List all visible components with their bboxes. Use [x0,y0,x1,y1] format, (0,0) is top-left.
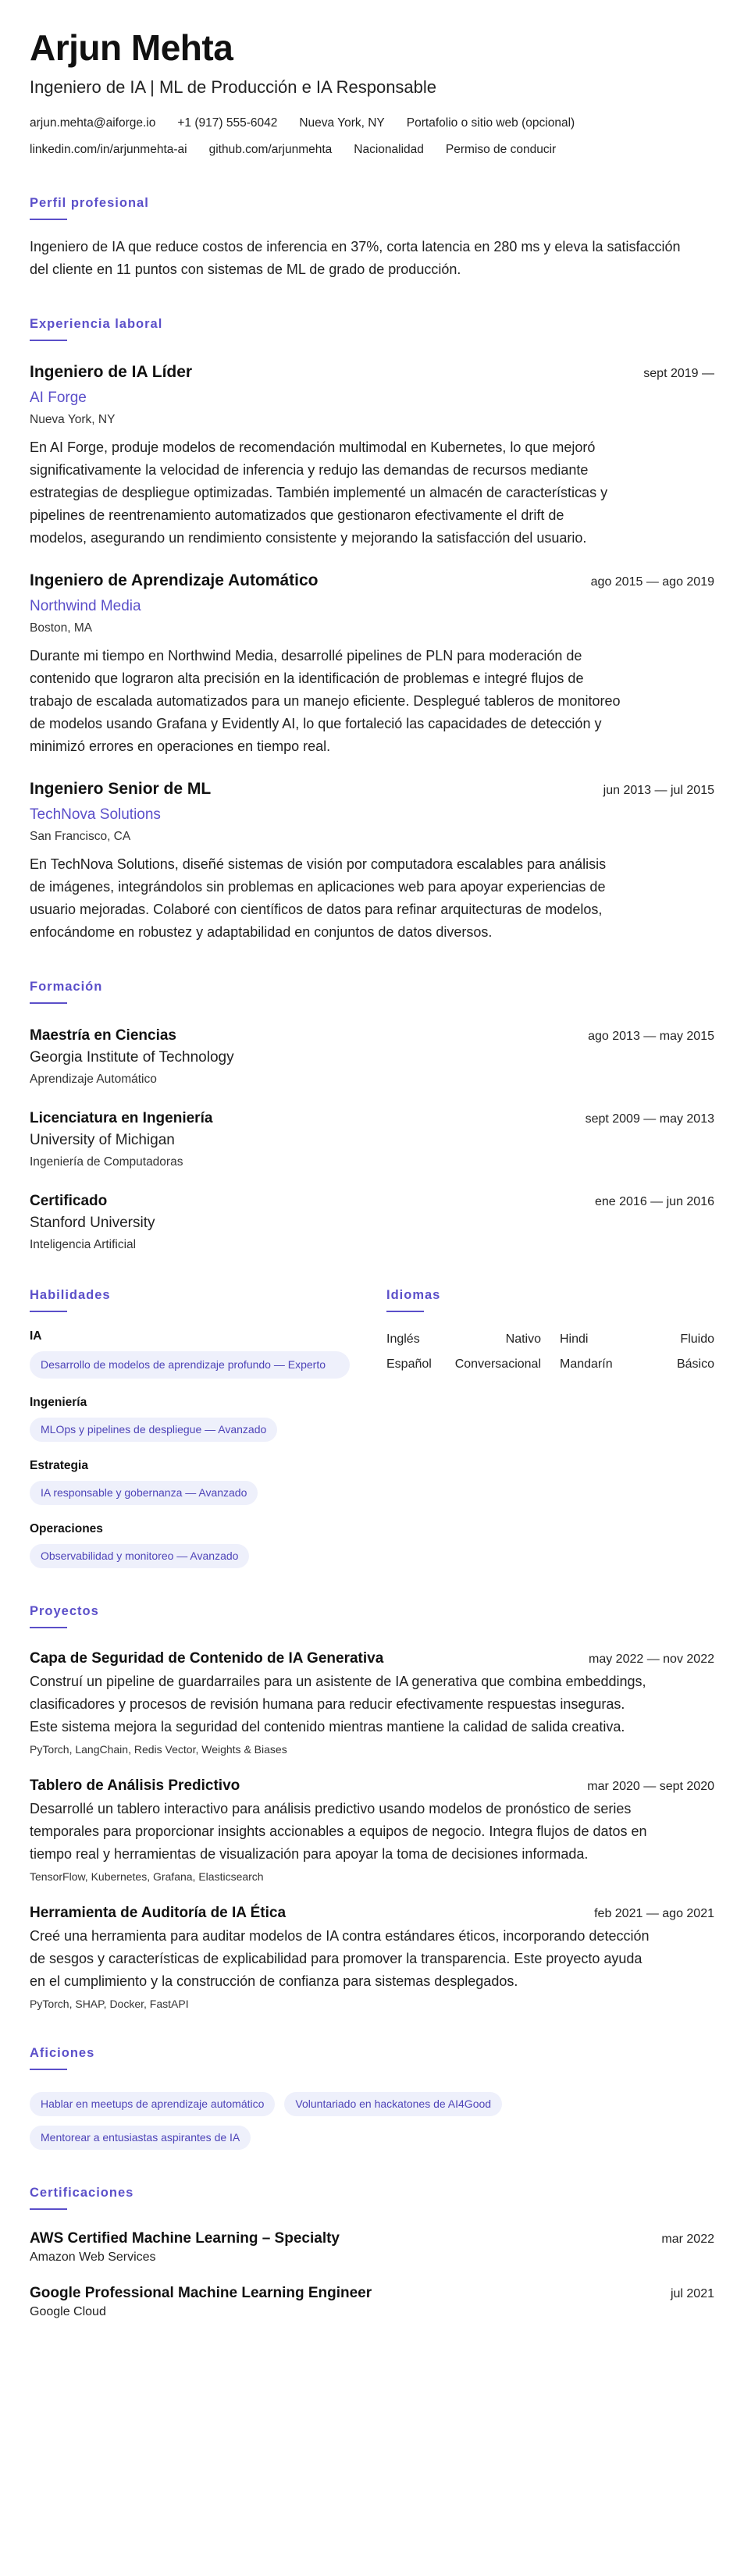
hobbies-section-title: Aficiones [30,2045,95,2060]
job-dates: ago 2015 — ago 2019 [590,575,714,589]
education-field: Ingeniería de Computadoras [30,1155,183,1169]
candidate-name: Arjun Mehta [30,27,233,68]
skill-group [30,1522,358,1568]
certification-issuer: Amazon Web Services [30,2250,156,2264]
languages-section [386,1288,714,1568]
section-divider [30,219,67,220]
hobbies-list [30,2083,576,2150]
project-dates: may 2022 — nov 2022 [589,1652,714,1666]
education-section [30,980,714,1252]
certifications-section-title: Certificaciones [30,2185,134,2200]
education-entry [30,1193,714,1252]
language-item [386,1357,541,1372]
skill-tag: Desarrollo de modelos de aprendizaje profundo — Experto [30,1351,350,1379]
project-description: Creé una herramienta para auditar modelos de IA contra estándares éticos, incorporando detección de sesgos y características de explicabilidad para promover la transparencia. Este proyecto ayuda en el cumplimiento y la construcción de confianza para sistemas desplegados. [30,1927,650,1989]
education-entry [30,1027,714,1087]
job-entry [30,780,714,944]
experience-section-title: Experiencia laboral [30,316,163,331]
job-title: Ingeniero Senior de ML [30,779,212,798]
project-dates: mar 2020 — sept 2020 [587,1779,714,1793]
education-school: University of Michigan [30,1131,175,1148]
section-divider [30,2208,67,2210]
contact-row-secondary [30,140,714,160]
job-description: En AI Forge, produje modelos de recomendación multimodal en Kubernetes, lo que mejoró significativamente la velocidad de inferencia y redujo las demandas de recursos mediante estrategias de despliegue optimizadas. También implementé un almacén de características y pipelines de reentrenamiento automatizados que gestionaron efectivamente el drift de modelos, asegurando un rendimiento consistente y mejorando la satisfacción del usuario. [30,439,608,546]
education-degree: Maestría en Ciencias [30,1026,176,1044]
projects-section [30,1604,714,2010]
hobby-tag: Voluntariado en hackatones de AI4Good [284,2092,502,2116]
contact-license: Permiso de conducir [445,142,557,156]
profile-section [30,196,714,281]
certification-date: jul 2021 [670,2286,714,2300]
skills-section-title: Habilidades [30,1287,111,1302]
section-divider [386,1311,424,1312]
certification-issuer: Google Cloud [30,2304,106,2318]
job-dates: jun 2013 — jul 2015 [603,783,714,797]
job-location: Nueva York, NY [30,412,116,426]
language-level: Nativo [505,1332,541,1346]
job-company: TechNova Solutions [30,806,161,823]
language-item [560,1332,714,1347]
certifications-section [30,2186,714,2319]
education-field: Inteligencia Artificial [30,1237,137,1251]
job-description: En TechNova Solutions, diseñé sistemas de visión por computadora escalables para análisis de imágenes, integrándolos sin problemas en aplicaciones web para apoyar experiencias de usuario mejoradas. Colaboré con científicos de datos para refinar arquitecturas de modelos, enfocándome en robustez y adaptabilidad en conjuntos de datos diversos. [30,856,607,940]
skill-tag: IA responsable y gobernanza — Avanzado [30,1481,258,1505]
education-dates: ene 2016 — jun 2016 [594,1194,714,1208]
projects-section-title: Proyectos [30,1603,99,1618]
experience-section [30,317,714,944]
language-level: Conversacional [454,1357,541,1371]
contact-phone[interactable]: +1 (917) 555-6042 [177,116,278,130]
section-divider [30,340,67,341]
profile-section-title: Perfil profesional [30,195,149,210]
skills-section [30,1288,358,1568]
skill-group [30,1459,358,1505]
languages-grid [386,1332,714,1372]
certification-entry [30,2285,714,2319]
hobby-tag: Mentorear a entusiastas aspirantes de IA [30,2126,251,2150]
skill-tag: Observabilidad y monitoreo — Avanzado [30,1544,249,1568]
certification-name: AWS Certified Machine Learning – Specialty [30,2229,340,2247]
language-name: Mandarín [560,1357,613,1371]
project-description: Construí un pipeline de guardarrailes para un asistente de IA generativa que combina embeddings, clasificadores y procesos de revisión humana para reducir efectivamente respuestas inseguras. Este sistema mejora la seguridad del contenido mientras mantiene la calidad de salida creativa. [30,1673,646,1735]
skill-category: Operaciones [30,1521,103,1535]
education-dates: sept 2009 — may 2013 [585,1112,714,1126]
project-title: Tablero de Análisis Predictivo [30,1777,240,1794]
skill-category: IA [30,1329,42,1343]
job-entry [30,571,714,758]
job-location: Boston, MA [30,621,93,635]
education-dates: ago 2013 — may 2015 [588,1029,714,1043]
contact-email[interactable]: arjun.mehta@aiforge.io [30,116,156,130]
skill-group [30,1329,358,1379]
project-entry [30,1650,714,1756]
section-divider [30,2069,67,2070]
skills-languages-row [30,1288,714,1568]
project-tech: PyTorch, SHAP, Docker, FastAPI [30,1997,189,2010]
contact-location: Nueva York, NY [299,116,385,130]
candidate-headline: Ingeniero de IA | ML de Producción e IA Responsable [30,76,437,97]
job-title: Ingeniero de IA Líder [30,362,193,381]
project-tech: PyTorch, LangChain, Redis Vector, Weights & Biases [30,1742,287,1756]
education-school: Stanford University [30,1214,155,1231]
profile-summary: Ingeniero de IA que reduce costos de inferencia en 37%, corta latencia en 280 ms y eleva la satisfacción del cliente en 11 puntos con sistemas de ML de grado de producción. [30,238,681,277]
contact-linkedin[interactable]: linkedin.com/in/arjunmehta-ai [30,142,187,156]
section-divider [30,1311,67,1312]
skill-category: Estrategia [30,1458,88,1472]
job-description: Durante mi tiempo en Northwind Media, desarrollé pipelines de PLN para moderación de contenido que lograron alta precisión en la identificación de problemas e integré flujos de trabajo de escalada automatizados para un manejo eficiente. Desplegué tableros de monitoreo de modelos usando Grafana y Evidently AI, lo que fortaleció las capacidades de detección y minimizó errores en operaciones en tiempo real. [30,647,621,754]
project-entry [30,1777,714,1883]
job-entry [30,363,714,550]
language-name: Hindi [560,1332,589,1346]
certification-name: Google Professional Machine Learning Engineer [30,2284,372,2301]
language-item [386,1332,541,1347]
education-school: Georgia Institute of Technology [30,1048,234,1066]
certification-entry [30,2230,714,2265]
language-level: Fluido [680,1332,714,1346]
skill-tag: MLOps y pipelines de despliegue — Avanzado [30,1418,277,1442]
section-divider [30,1002,67,1004]
project-title: Herramienta de Auditoría de IA Ética [30,1904,287,1921]
education-degree: Certificado [30,1192,108,1209]
project-title: Capa de Seguridad de Contenido de IA Generativa [30,1649,384,1667]
project-entry [30,1905,714,2010]
job-dates: sept 2019 — [643,366,714,380]
language-item [560,1357,714,1372]
job-title: Ingeniero de Aprendizaje Automático [30,571,319,589]
section-divider [30,1627,67,1628]
job-company: AI Forge [30,389,87,406]
resume-header [30,28,714,160]
project-tech: TensorFlow, Kubernetes, Grafana, Elasticsearch [30,1870,264,1883]
language-name: Español [386,1357,432,1371]
job-company: Northwind Media [30,597,141,614]
languages-section-title: Idiomas [386,1287,441,1302]
contact-row [30,113,714,133]
contact-github[interactable]: github.com/arjunmehta [208,142,333,156]
skill-category: Ingeniería [30,1395,87,1409]
education-field: Aprendizaje Automático [30,1072,157,1086]
project-dates: feb 2021 — ago 2021 [594,1906,714,1920]
hobbies-section [30,2046,714,2150]
job-location: San Francisco, CA [30,829,131,843]
education-degree: Licenciatura en Ingeniería [30,1109,213,1126]
project-description: Desarrollé un tablero interactivo para análisis predictivo usando modelos de pronóstico de series temporales para proporcionar insights accionables a equipos de negocio. Integra flujos de datos en tiempo real y herramientas de visualización para apoyar la toma de decisiones informada. [30,1800,647,1862]
education-section-title: Formación [30,979,103,994]
contact-website[interactable]: Portafolio o sitio web (opcional) [406,116,575,130]
language-name: Inglés [386,1332,420,1346]
skill-group [30,1396,358,1442]
language-level: Básico [676,1357,714,1371]
certification-date: mar 2022 [661,2232,714,2246]
hobby-tag: Hablar en meetups de aprendizaje automático [30,2092,275,2116]
education-entry [30,1110,714,1169]
contact-nationality: Nacionalidad [354,142,424,156]
